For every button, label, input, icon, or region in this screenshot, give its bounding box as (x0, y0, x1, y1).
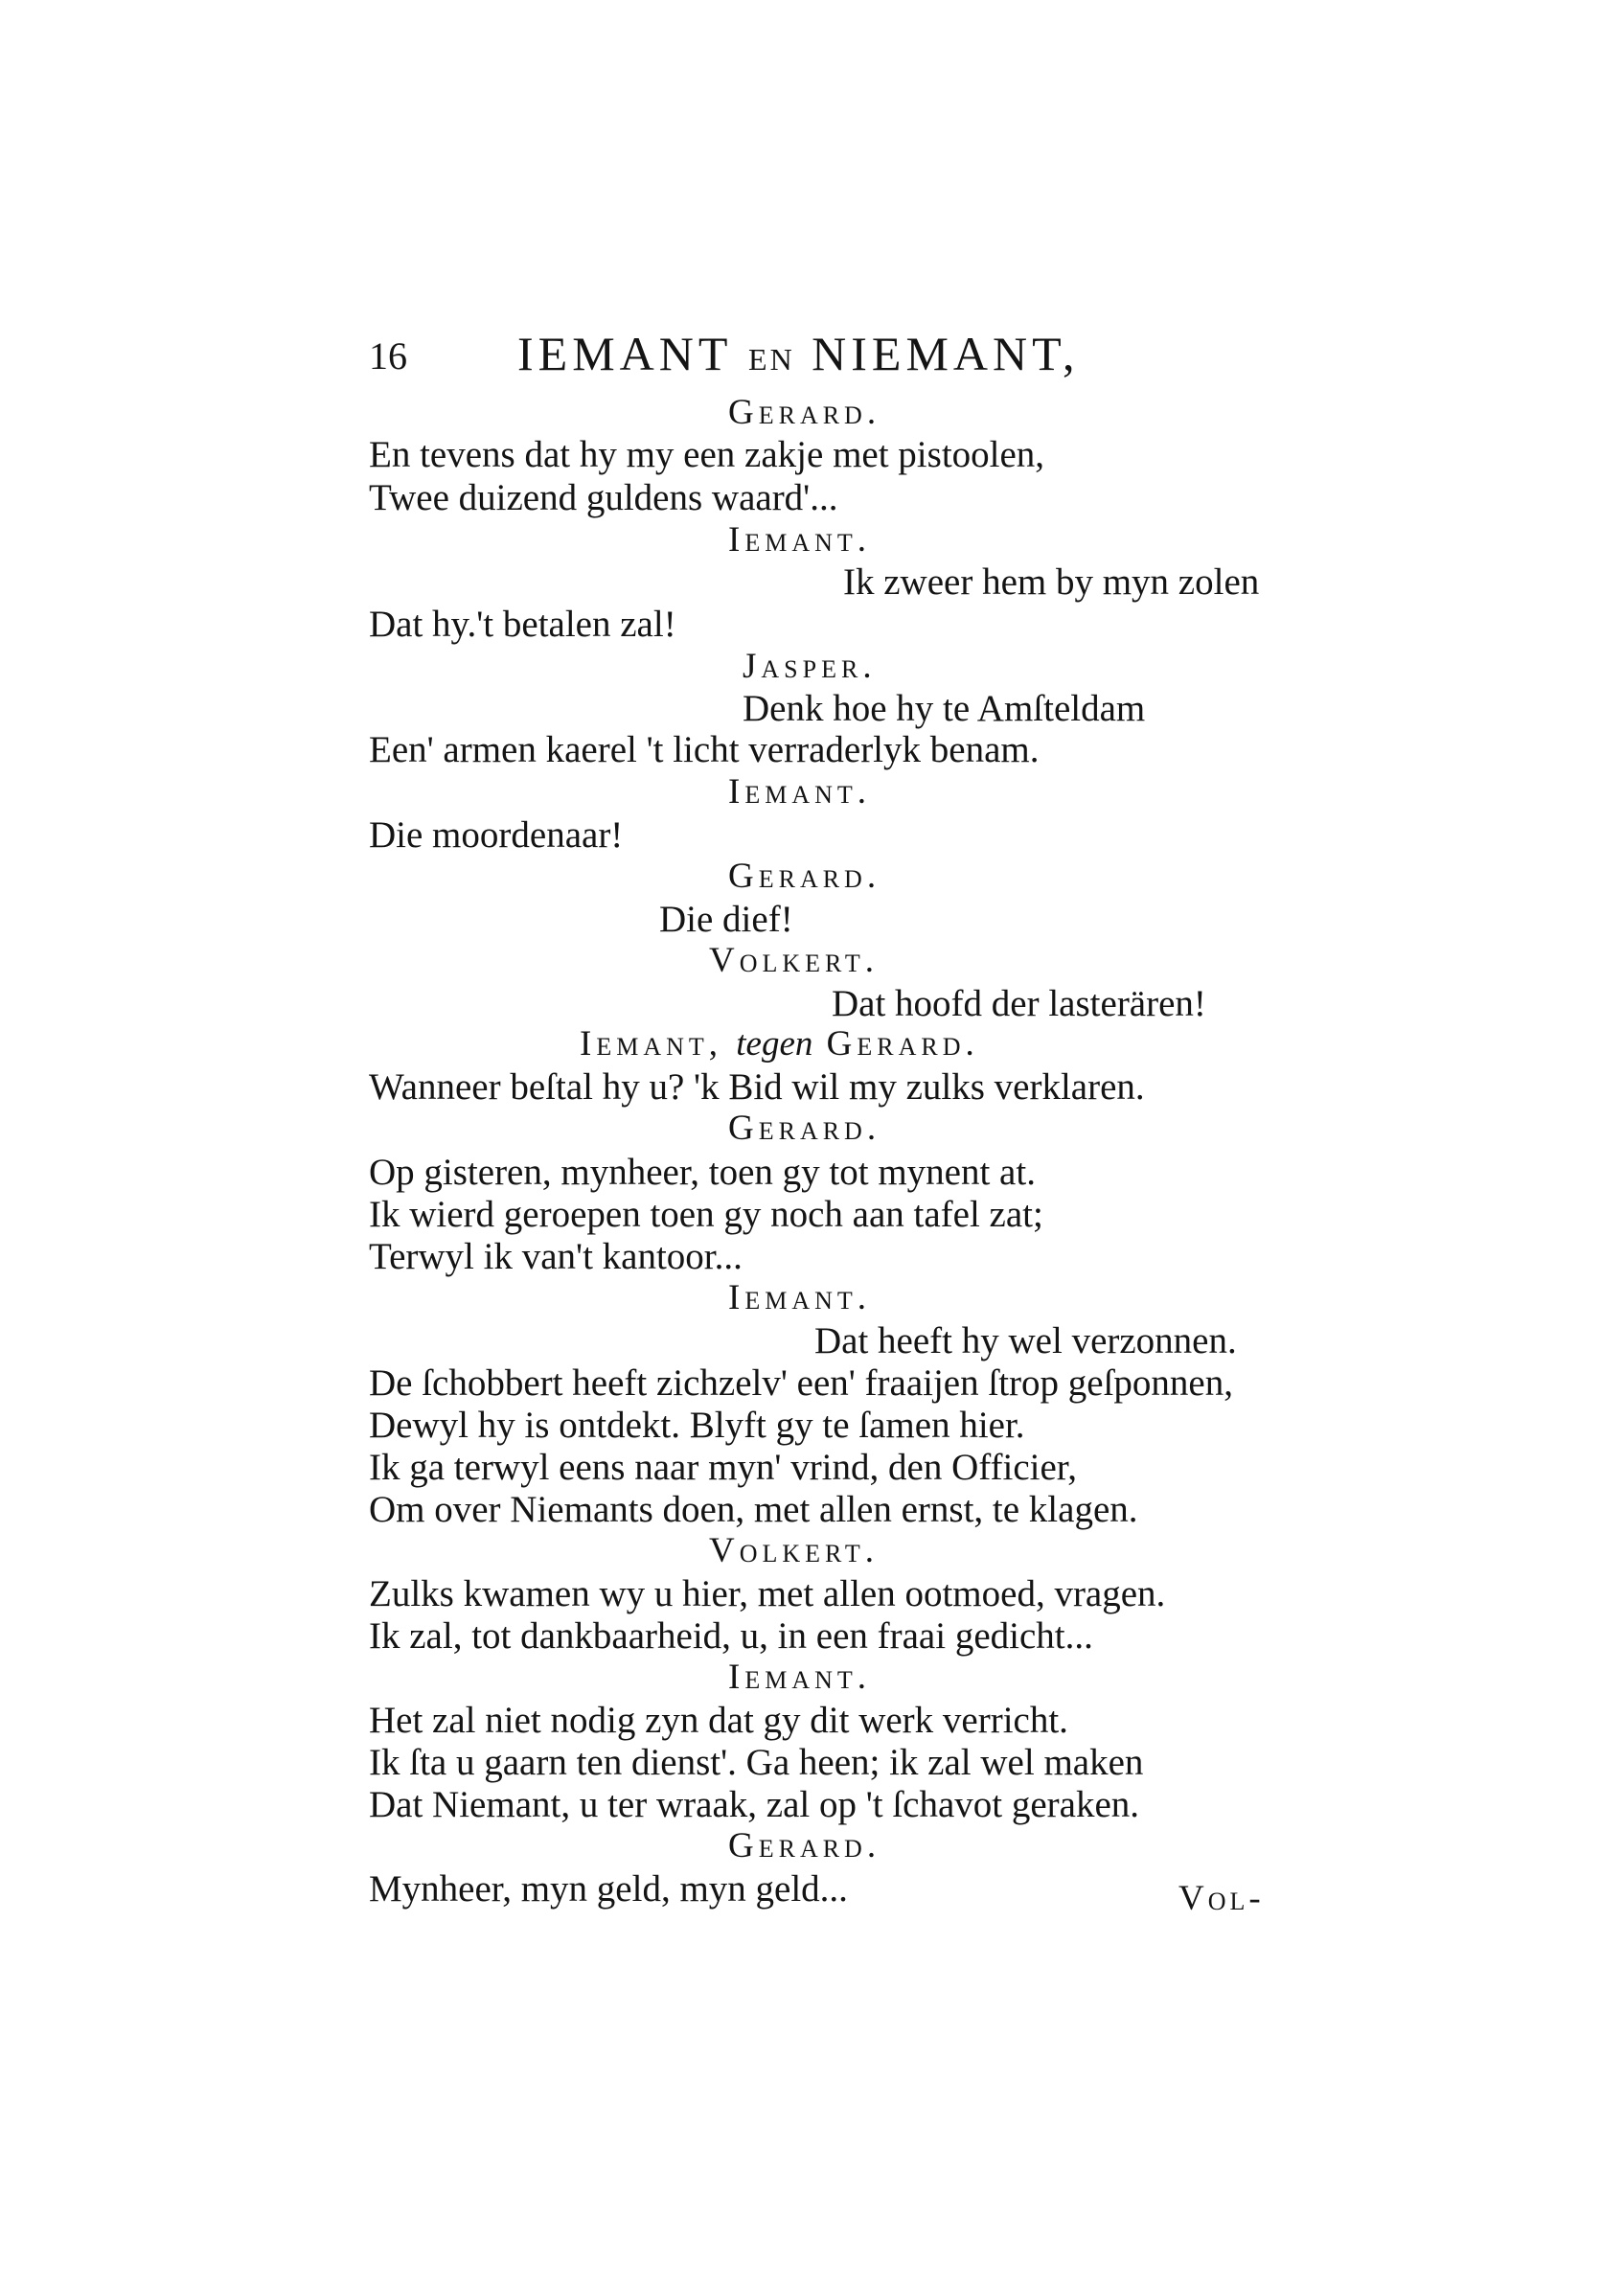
verse-line: Mynheer, myn geld, myn geld... (369, 1868, 848, 1910)
verse-line: Die dief! (659, 899, 793, 940)
speaker-name: Iemant, (580, 1024, 723, 1064)
running-title-left: IEMANT (517, 327, 732, 380)
verse-line: Dat heeft hy wel verzonnen. (814, 1320, 1237, 1361)
verse-line: Om over Niemants doen, met allen ernst, te klagen. (369, 1489, 1138, 1530)
speaker-target: Gerard. (826, 1024, 979, 1064)
verse-line: Zulks kwamen wy u hier, met allen ootmoed, vragen. (369, 1573, 1166, 1614)
verse-line: Op gisteren, mynheer, toen gy tot mynent at. (369, 1152, 1036, 1193)
page-number: 16 (369, 334, 407, 378)
verse-line: Ik wierd geroepen toen gy noch aan tafel zat; (369, 1194, 1043, 1235)
verse-line: Wanneer beſtal hy u? 'k Bid wil my zulks verklaren. (369, 1066, 1145, 1108)
speaker-name: Gerard. (728, 857, 881, 896)
speaker-name: Gerard. (728, 1109, 881, 1148)
verse-line: Ik ſta u gaarn ten dienst'. Ga heen; ik zal wel maken (369, 1742, 1144, 1783)
speaker-direction (580, 1026, 979, 1062)
stage-direction: tegen (736, 1024, 813, 1064)
verse-line: Een' armen kaerel 't licht verraderlyk benam. (369, 729, 1040, 770)
speaker-name: Iemant. (728, 1278, 872, 1317)
verse-line: En tevens dat hy my een zakje met pistoolen, (369, 434, 1045, 475)
speaker-name: Iemant. (728, 772, 872, 812)
running-header (369, 326, 1231, 402)
verse-line: Dat hy.'t betalen zal! (369, 604, 676, 645)
verse-line: Dat hoofd der lasterären! (832, 983, 1206, 1024)
speaker-name: Volkert. (709, 941, 879, 980)
catchword: Vol- (1178, 1879, 1265, 1918)
verse-line: Denk hoe hy te Amſteldam (743, 688, 1146, 729)
verse-line: Dat Niemant, u ter wraak, zal op 't ſchavot geraken. (369, 1784, 1140, 1825)
speaker-name: Iemant. (728, 520, 872, 560)
running-title (517, 326, 1079, 381)
running-title-right: NIEMANT, (812, 327, 1080, 380)
speaker-name: Jasper. (743, 647, 877, 686)
verse-line: De ſchobbert heeft zichzelv' een' fraaijen ſtrop geſponnen, (369, 1362, 1233, 1404)
verse-line: Die moordenaar! (369, 814, 624, 856)
verse-line: Het zal niet nodig zyn dat gy dit werk verricht. (369, 1700, 1068, 1741)
speaker-name: Gerard. (728, 393, 881, 432)
running-title-mid: EN (748, 342, 795, 377)
verse-line: Ik zal, tot dankbaarheid, u, in een fraai gedicht... (369, 1615, 1093, 1657)
verse-line: Terwyl ik van't kantoor... (369, 1236, 743, 1277)
verse-line: Ik zweer hem by myn zolen (843, 561, 1260, 603)
speaker-name: Volkert. (709, 1531, 879, 1570)
speaker-name: Iemant. (728, 1658, 872, 1697)
verse-line: Dewyl hy is ontdekt. Blyft gy te ſamen hier. (369, 1405, 1025, 1446)
verse-line: Twee duizend guldens waard'... (369, 477, 838, 518)
speaker-name: Gerard. (728, 1826, 881, 1865)
verse-line: Ik ga terwyl eens naar myn' vrind, den Officier, (369, 1447, 1077, 1488)
